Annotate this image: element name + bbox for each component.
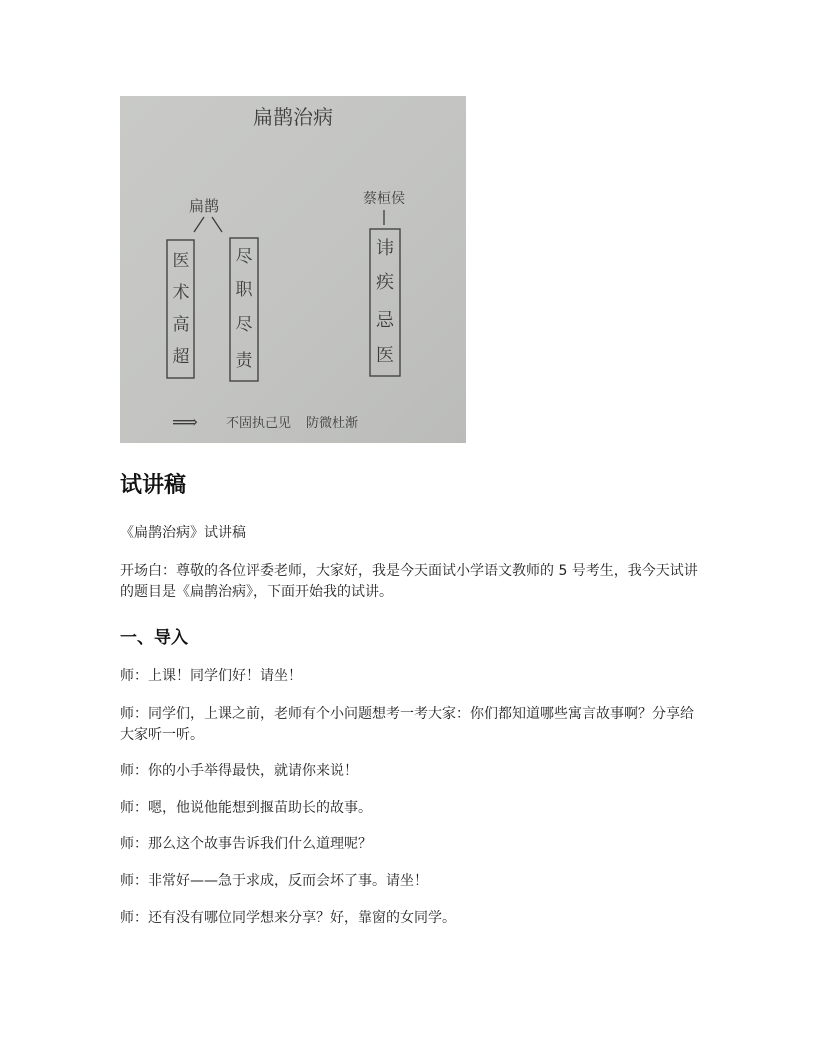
col1-char: 医	[172, 251, 190, 271]
arrow-icon: ⟹	[172, 412, 198, 433]
dialogue-line: 师：还有没有哪位同学想来分享？好，靠窗的女同学。	[120, 910, 456, 926]
document-heading: 试讲稿	[120, 473, 187, 498]
dialogue-line: 师：上课！同学们好！请坐！	[120, 668, 302, 684]
right-head-label: 蔡桓侯	[363, 191, 405, 207]
col3-char: 忌	[376, 310, 394, 331]
dialogue-line: 师：嗯，他说他能想到揠苗助长的故事。	[120, 800, 372, 816]
col1-char: 术	[172, 283, 190, 303]
left-head-label: 扁鹊	[188, 197, 220, 215]
blackboard-photo	[120, 96, 466, 443]
left-branch-line	[194, 217, 204, 232]
col2-char: 尽	[235, 315, 253, 335]
document-subtitle: 《扁鹊治病》试讲稿	[120, 525, 246, 541]
right-branch-line	[212, 217, 222, 232]
col3-char: 医	[376, 345, 394, 366]
col3-char: 讳	[376, 238, 394, 259]
bottom-right-note: 防微杜渐	[306, 416, 359, 431]
bottom-left-note: 不固执己见	[226, 416, 292, 431]
dialogue-line: 师：你的小手举得最快，就请你来说！	[120, 763, 358, 779]
intro-paragraph: 开场白：尊敬的各位评委老师，大家好，我是今天面试小学语文教师的 5 号考生，我今天试讲的题目是《扁鹊治病》，下面开始我的试讲。	[120, 563, 698, 600]
col1-char: 高	[172, 315, 190, 335]
dialogue-line: 师：同学们，上课之前，老师有个小问题想考一考大家：你们都知道哪些寓言故事啊？分享给大家听一听。	[120, 706, 694, 743]
col2-char: 职	[235, 280, 253, 300]
col1-char: 超	[172, 347, 190, 367]
section-heading-intro: 一、导入	[120, 628, 188, 648]
col2-char: 尽	[235, 247, 253, 267]
col2-char: 责	[235, 351, 253, 371]
photo-title: 扁鹊治病	[253, 105, 333, 129]
dialogue-line: 师：非常好——急于求成，反而会坏了事。请坐！	[120, 873, 428, 889]
dialogue-line: 师：那么这个故事告诉我们什么道理呢？	[120, 836, 372, 852]
col3-char: 疾	[376, 272, 394, 293]
handwriting-diagram	[120, 96, 466, 443]
